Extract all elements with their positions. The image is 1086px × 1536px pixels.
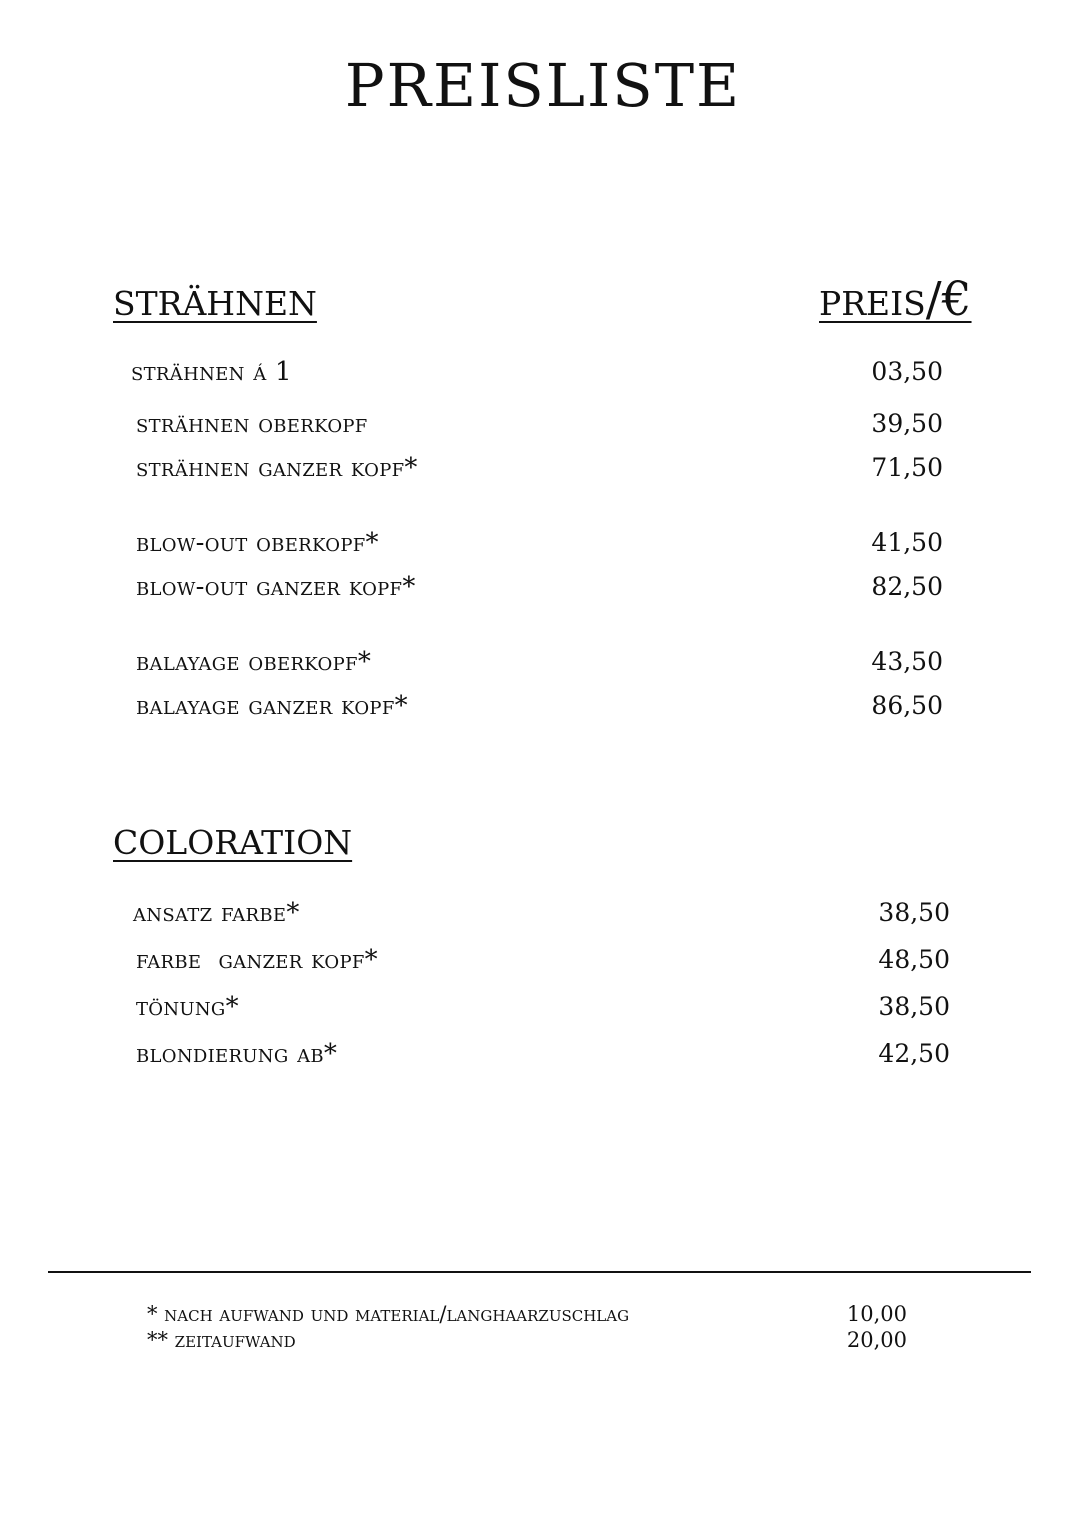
price-row — [0, 1039, 1086, 1069]
item-label: strähnen ganzer kopf* — [136, 453, 418, 483]
price-row — [0, 528, 1086, 558]
item-price: 86,50 — [871, 691, 943, 720]
item-label: balayage ganzer kopf* — [136, 691, 408, 721]
item-label: blow-out ganzer kopf* — [136, 572, 416, 602]
item-price: 43,50 — [871, 647, 943, 676]
price-row — [0, 898, 1086, 928]
item-label: tönung* — [136, 992, 239, 1022]
footnote-label: ** zeitaufwand — [147, 1328, 296, 1352]
item-price: 42,50 — [878, 1039, 950, 1068]
item-price: 38,50 — [878, 992, 950, 1021]
price-row — [0, 409, 1086, 439]
price-row — [0, 945, 1086, 975]
section-heading-strahnen: strähnen — [113, 272, 317, 327]
item-label: balayage oberkopf* — [136, 647, 372, 677]
item-price: 38,50 — [878, 898, 950, 927]
item-label: strähnen á 1 — [131, 357, 292, 387]
item-label: ansatz farbe* — [133, 898, 300, 928]
price-row — [0, 691, 1086, 721]
footnote-price: 10,00 — [846, 1302, 907, 1326]
price-column-heading: preis/€ — [819, 272, 972, 327]
item-price: 03,50 — [871, 357, 943, 386]
footnote-row — [147, 1302, 907, 1326]
item-price: 82,50 — [871, 572, 943, 601]
item-label: blondierung ab* — [136, 1039, 338, 1069]
price-row — [0, 992, 1086, 1022]
price-row — [0, 572, 1086, 602]
item-price: 71,50 — [871, 453, 943, 482]
item-price: 48,50 — [878, 945, 950, 974]
page-title: preisliste — [344, 28, 742, 126]
item-label: strähnen oberkopf — [136, 409, 368, 439]
footnote-label: * nach aufwand und material/langhaarzuschlag — [147, 1302, 630, 1326]
price-row — [0, 647, 1086, 677]
item-price: 41,50 — [871, 528, 943, 557]
footer-divider — [48, 1271, 1031, 1273]
footnote-row — [147, 1328, 907, 1352]
section-heading-coloration: coloration — [113, 811, 353, 866]
footnote-price: 20,00 — [846, 1328, 907, 1352]
price-row — [0, 453, 1086, 483]
item-label: blow-out oberkopf* — [136, 528, 379, 558]
item-label: farbe ganzer kopf* — [136, 945, 378, 975]
item-price: 39,50 — [871, 409, 943, 438]
price-row — [0, 357, 1086, 387]
